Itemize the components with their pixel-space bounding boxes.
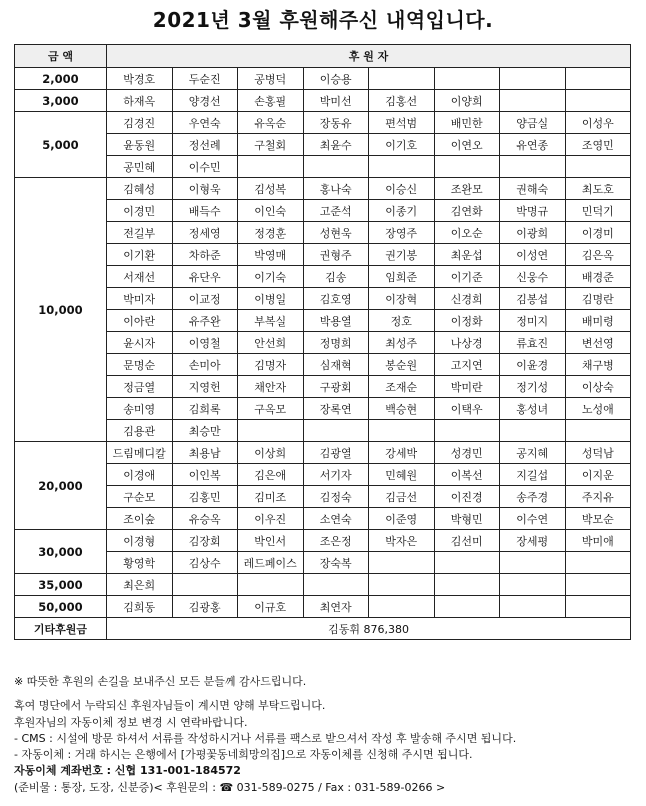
donor-name-cell: 이수연: [500, 508, 566, 530]
donor-name-cell: 유승옥: [172, 508, 238, 530]
donor-name-cell: 부복실: [238, 310, 304, 332]
donor-name-cell: 황영학: [107, 552, 173, 574]
empty-cell: [238, 156, 304, 178]
donor-name-cell: 최운섭: [434, 244, 500, 266]
donor-name-cell: 박미자: [107, 288, 173, 310]
donor-name-cell: 구철회: [238, 134, 304, 156]
donor-name-cell: 채구병: [565, 354, 631, 376]
donor-name-cell: 김성복: [238, 178, 304, 200]
donor-name-cell: 이기숙: [238, 266, 304, 288]
amount-cell: 30,000: [15, 530, 107, 574]
donor-name-cell: 우연숙: [172, 112, 238, 134]
account-number: 자동이체 계좌번호 : 신협 131-001-184572: [14, 764, 241, 778]
empty-cell: [500, 420, 566, 442]
empty-cell: [369, 420, 435, 442]
donor-name-cell: 김금선: [369, 486, 435, 508]
donor-name-cell: 민혜원: [369, 464, 435, 486]
donor-row: [15, 530, 631, 552]
donor-name-cell: 이복선: [434, 464, 500, 486]
empty-cell: [434, 420, 500, 442]
amount-cell: 3,000: [15, 90, 107, 112]
donor-name-cell: 지영헌: [172, 376, 238, 398]
donor-name-cell: 정선례: [172, 134, 238, 156]
donor-row: [15, 464, 631, 486]
empty-cell: [434, 156, 500, 178]
donor-name-cell: 조이숲: [107, 508, 173, 530]
empty-cell: [565, 574, 631, 596]
empty-cell: [565, 552, 631, 574]
table-header-row: [15, 45, 631, 68]
donor-name-cell: 김홍민: [172, 486, 238, 508]
donor-name-cell: 김장회: [172, 530, 238, 552]
amount-cell: 2,000: [15, 68, 107, 90]
misc-donation-label: 기타후원금: [15, 618, 107, 640]
donor-name-cell: 전길부: [107, 222, 173, 244]
empty-cell: [500, 90, 566, 112]
donor-row: [15, 332, 631, 354]
donor-name-cell: 이경애: [107, 464, 173, 486]
donor-name-cell: 고준석: [303, 200, 369, 222]
donor-name-cell: 김용관: [107, 420, 173, 442]
donor-name-cell: 홍성녀: [500, 398, 566, 420]
donor-name-cell: 서재선: [107, 266, 173, 288]
amount-cell: 35,000: [15, 574, 107, 596]
donor-name-cell: 임희준: [369, 266, 435, 288]
donor-name-cell: 박미애: [565, 530, 631, 552]
donor-name-cell: 홍나숙: [303, 178, 369, 200]
donor-name-cell: 양금실: [500, 112, 566, 134]
donor-name-cell: 김광홍: [172, 596, 238, 618]
amount-cell: 20,000: [15, 442, 107, 530]
empty-cell: [238, 574, 304, 596]
donor-name-cell: 이승신: [369, 178, 435, 200]
donor-name-cell: 이경형: [107, 530, 173, 552]
donor-name-cell: 나상경: [434, 332, 500, 354]
empty-cell: [303, 574, 369, 596]
donor-name-cell: 김광열: [303, 442, 369, 464]
empty-cell: [369, 68, 435, 90]
donor-name-cell: 김희동: [107, 596, 173, 618]
donor-row: [15, 134, 631, 156]
contact-info: (준비물 : 통장, 도장, 신분증)< 후원문의 : ☎ 031-589-0275 / Fax : 031-589-0266 >: [14, 780, 446, 794]
donor-name-cell: 정미지: [500, 310, 566, 332]
donor-name-cell: 이경미: [565, 222, 631, 244]
donor-name-cell: 이성우: [565, 112, 631, 134]
donor-name-cell: 박미란: [434, 376, 500, 398]
donor-name-cell: 이인숙: [238, 200, 304, 222]
donor-name-cell: 유단우: [172, 266, 238, 288]
empty-cell: [565, 596, 631, 618]
donor-name-cell: 박경호: [107, 68, 173, 90]
empty-cell: [565, 156, 631, 178]
donor-name-cell: 정세영: [172, 222, 238, 244]
donor-name-cell: 구순모: [107, 486, 173, 508]
notes-section: [14, 674, 639, 796]
donor-row: [15, 508, 631, 530]
donor-name-cell: 문명순: [107, 354, 173, 376]
empty-cell: [369, 596, 435, 618]
donor-name-cell: 김선미: [434, 530, 500, 552]
donor-name-cell: 이진경: [434, 486, 500, 508]
donor-name-cell: 채안자: [238, 376, 304, 398]
empty-cell: [565, 420, 631, 442]
donor-name-cell: 조재순: [369, 376, 435, 398]
donor-name-cell: 차하준: [172, 244, 238, 266]
donor-name-cell: 이아란: [107, 310, 173, 332]
donor-name-cell: 김경진: [107, 112, 173, 134]
donor-name-cell: 최승만: [172, 420, 238, 442]
omission-note: 혹여 명단에서 누락되신 후원자님들이 계시면 양해 부탁드립니다.: [14, 699, 326, 713]
donor-name-cell: 성덕남: [565, 442, 631, 464]
donor-name-cell: 김호영: [303, 288, 369, 310]
donor-name-cell: 신경희: [434, 288, 500, 310]
donor-name-cell: 이성연: [500, 244, 566, 266]
donor-name-cell: 김미조: [238, 486, 304, 508]
donor-name-cell: 박모순: [565, 508, 631, 530]
donor-name-cell: 정경훈: [238, 222, 304, 244]
donor-name-cell: 권형주: [303, 244, 369, 266]
donor-name-cell: 최은희: [107, 574, 173, 596]
donor-table-body: [15, 68, 631, 618]
donor-name-cell: 신웅수: [500, 266, 566, 288]
donor-row: [15, 244, 631, 266]
empty-cell: [172, 574, 238, 596]
donor-name-cell: 이택우: [434, 398, 500, 420]
cms-note: - CMS : 시설에 방문 하셔서 서류를 작성하시거나 서류를 팩스로 받으셔서 작성 후 발송해 주시면 됩니다.: [14, 731, 517, 745]
donor-name-cell: 이병일: [238, 288, 304, 310]
empty-cell: [565, 68, 631, 90]
donor-name-cell: 김은애: [238, 464, 304, 486]
empty-cell: [434, 68, 500, 90]
empty-cell: [238, 420, 304, 442]
donor-name-cell: 박용열: [303, 310, 369, 332]
donor-name-cell: 이수민: [172, 156, 238, 178]
change-note: 후원자님의 자동이체 정보 변경 시 연락바랍니다.: [14, 715, 248, 729]
donor-name-cell: 박미선: [303, 90, 369, 112]
donor-name-cell: 이형욱: [172, 178, 238, 200]
donor-name-cell: 배득수: [172, 200, 238, 222]
donor-name-cell: 조완모: [434, 178, 500, 200]
donor-name-cell: 배민한: [434, 112, 500, 134]
empty-cell: [303, 156, 369, 178]
donor-name-cell: 박인서: [238, 530, 304, 552]
donor-name-cell: 김혜성: [107, 178, 173, 200]
donor-name-cell: 정호: [369, 310, 435, 332]
donor-name-cell: 백승현: [369, 398, 435, 420]
donor-name-cell: 이승용: [303, 68, 369, 90]
donor-name-cell: 김송: [303, 266, 369, 288]
empty-cell: [500, 574, 566, 596]
donor-name-cell: 이연오: [434, 134, 500, 156]
donor-name-cell: 봉순원: [369, 354, 435, 376]
auto-transfer-note: - 자동이체 : 거래 하시는 은행에서 [가평꽃동네희망의집]으로 자동이체를 신청해 주시면 됩니다.: [14, 748, 473, 762]
donor-name-cell: 노성애: [565, 398, 631, 420]
donor-name-cell: 장세평: [500, 530, 566, 552]
donor-name-cell: 박명규: [500, 200, 566, 222]
misc-donation-value: 김동휘 876,380: [107, 618, 631, 640]
donor-name-cell: 윤동원: [107, 134, 173, 156]
donor-name-cell: 김희록: [172, 398, 238, 420]
donor-name-cell: 공병덕: [238, 68, 304, 90]
donor-name-cell: 윤시자: [107, 332, 173, 354]
donor-name-cell: 이지운: [565, 464, 631, 486]
donor-name-cell: 김명란: [565, 288, 631, 310]
empty-cell: [369, 574, 435, 596]
donor-table: [14, 44, 631, 640]
donor-name-cell: 장영주: [369, 222, 435, 244]
empty-cell: [500, 156, 566, 178]
donor-name-cell: 소연숙: [303, 508, 369, 530]
donor-name-cell: 구광회: [303, 376, 369, 398]
donor-name-cell: 이기환: [107, 244, 173, 266]
donor-name-cell: 이경민: [107, 200, 173, 222]
donor-name-cell: 이상희: [238, 442, 304, 464]
empty-cell: [303, 420, 369, 442]
donor-row: [15, 112, 631, 134]
donor-name-cell: 최성주: [369, 332, 435, 354]
donor-name-cell: 이준영: [369, 508, 435, 530]
donor-name-cell: 레드페이스: [238, 552, 304, 574]
donor-name-cell: 이우진: [238, 508, 304, 530]
donor-name-cell: 김상수: [172, 552, 238, 574]
donor-name-cell: 주지유: [565, 486, 631, 508]
donor-name-cell: 공민혜: [107, 156, 173, 178]
donor-name-cell: 이장혁: [369, 288, 435, 310]
donor-name-cell: 조영민: [565, 134, 631, 156]
donor-name-cell: 배경준: [565, 266, 631, 288]
thanks-note: ※ 따뜻한 후원의 손길을 보내주신 모든 분들께 감사드립니다.: [14, 675, 307, 688]
empty-cell: [500, 68, 566, 90]
donor-name-cell: 정기성: [500, 376, 566, 398]
donor-name-cell: 박자은: [369, 530, 435, 552]
donor-row: [15, 200, 631, 222]
donor-name-cell: 이상숙: [565, 376, 631, 398]
donor-row: [15, 90, 631, 112]
donor-name-cell: 지길섭: [500, 464, 566, 486]
donor-name-cell: 이교정: [172, 288, 238, 310]
donor-name-cell: 공지혜: [500, 442, 566, 464]
donor-name-cell: 최윤수: [303, 134, 369, 156]
donor-name-cell: 장동유: [303, 112, 369, 134]
page-title: 2021년 3월 후원해주신 내역입니다.: [152, 8, 494, 32]
donor-name-cell: 김명자: [238, 354, 304, 376]
donor-name-cell: 김연화: [434, 200, 500, 222]
donor-name-cell: 민덕기: [565, 200, 631, 222]
empty-cell: [500, 596, 566, 618]
donor-name-cell: 송미영: [107, 398, 173, 420]
donor-name-cell: 유옥순: [238, 112, 304, 134]
empty-cell: [369, 552, 435, 574]
donor-name-cell: 이기준: [434, 266, 500, 288]
donor-name-cell: 배미령: [565, 310, 631, 332]
donor-name-cell: 박영매: [238, 244, 304, 266]
donor-row: [15, 68, 631, 90]
amount-cell: 50,000: [15, 596, 107, 618]
donor-row: [15, 222, 631, 244]
donor-name-cell: 조은정: [303, 530, 369, 552]
donor-row: [15, 486, 631, 508]
donor-name-cell: 이광희: [500, 222, 566, 244]
donor-name-cell: 박형민: [434, 508, 500, 530]
amount-header: 금 액: [15, 45, 107, 68]
donor-name-cell: 이오순: [434, 222, 500, 244]
donor-name-cell: 정명희: [303, 332, 369, 354]
donor-name-cell: 장록연: [303, 398, 369, 420]
donor-row: [15, 376, 631, 398]
donor-name-cell: 이윤경: [500, 354, 566, 376]
donor-row: [15, 574, 631, 596]
donor-name-cell: 유연종: [500, 134, 566, 156]
donor-name-cell: 드림메디칼: [107, 442, 173, 464]
donor-name-cell: 최도호: [565, 178, 631, 200]
donor-name-cell: 하재옥: [107, 90, 173, 112]
donor-row: [15, 442, 631, 464]
donor-name-cell: 손미아: [172, 354, 238, 376]
donor-name-cell: 김은옥: [565, 244, 631, 266]
empty-cell: [434, 596, 500, 618]
empty-cell: [500, 552, 566, 574]
donor-row: [15, 398, 631, 420]
donor-name-cell: 이규호: [238, 596, 304, 618]
amount-cell: 10,000: [15, 178, 107, 442]
donor-name-cell: 서기자: [303, 464, 369, 486]
donor-name-cell: 고지연: [434, 354, 500, 376]
donor-name-cell: 손홍필: [238, 90, 304, 112]
donor-name-cell: 성현욱: [303, 222, 369, 244]
donor-name-cell: 송주경: [500, 486, 566, 508]
donor-row: [15, 596, 631, 618]
misc-donation-row: [15, 618, 631, 640]
donor-name-cell: 이양희: [434, 90, 500, 112]
donor-name-cell: 권기봉: [369, 244, 435, 266]
amount-cell: 5,000: [15, 112, 107, 178]
donor-name-cell: 최연자: [303, 596, 369, 618]
donors-header: 후 원 자: [107, 45, 631, 68]
donor-name-cell: 두순진: [172, 68, 238, 90]
donor-row: [15, 288, 631, 310]
donor-name-cell: 변선영: [565, 332, 631, 354]
donor-name-cell: 강세박: [369, 442, 435, 464]
donor-row: [15, 552, 631, 574]
donor-name-cell: 이기호: [369, 134, 435, 156]
donor-name-cell: 안선희: [238, 332, 304, 354]
donor-row: [15, 354, 631, 376]
donor-row: [15, 156, 631, 178]
donor-name-cell: 이정화: [434, 310, 500, 332]
donor-name-cell: 심재혁: [303, 354, 369, 376]
empty-cell: [434, 552, 500, 574]
donor-row: [15, 420, 631, 442]
donor-row: [15, 178, 631, 200]
donor-name-cell: 이종기: [369, 200, 435, 222]
donor-name-cell: 류효진: [500, 332, 566, 354]
donor-name-cell: 이인복: [172, 464, 238, 486]
donor-row: [15, 266, 631, 288]
donor-name-cell: 이영철: [172, 332, 238, 354]
donor-name-cell: 성경민: [434, 442, 500, 464]
donor-name-cell: 양경선: [172, 90, 238, 112]
empty-cell: [565, 90, 631, 112]
donor-row: [15, 310, 631, 332]
empty-cell: [434, 574, 500, 596]
donor-name-cell: 김정숙: [303, 486, 369, 508]
donor-name-cell: 권해숙: [500, 178, 566, 200]
donor-name-cell: 편석범: [369, 112, 435, 134]
donor-name-cell: 김봉섭: [500, 288, 566, 310]
donor-name-cell: 최용남: [172, 442, 238, 464]
empty-cell: [369, 156, 435, 178]
donor-name-cell: 유주완: [172, 310, 238, 332]
donor-name-cell: 구옥모: [238, 398, 304, 420]
donor-name-cell: 정금열: [107, 376, 173, 398]
donor-name-cell: 김홍선: [369, 90, 435, 112]
donor-name-cell: 장숙복: [303, 552, 369, 574]
